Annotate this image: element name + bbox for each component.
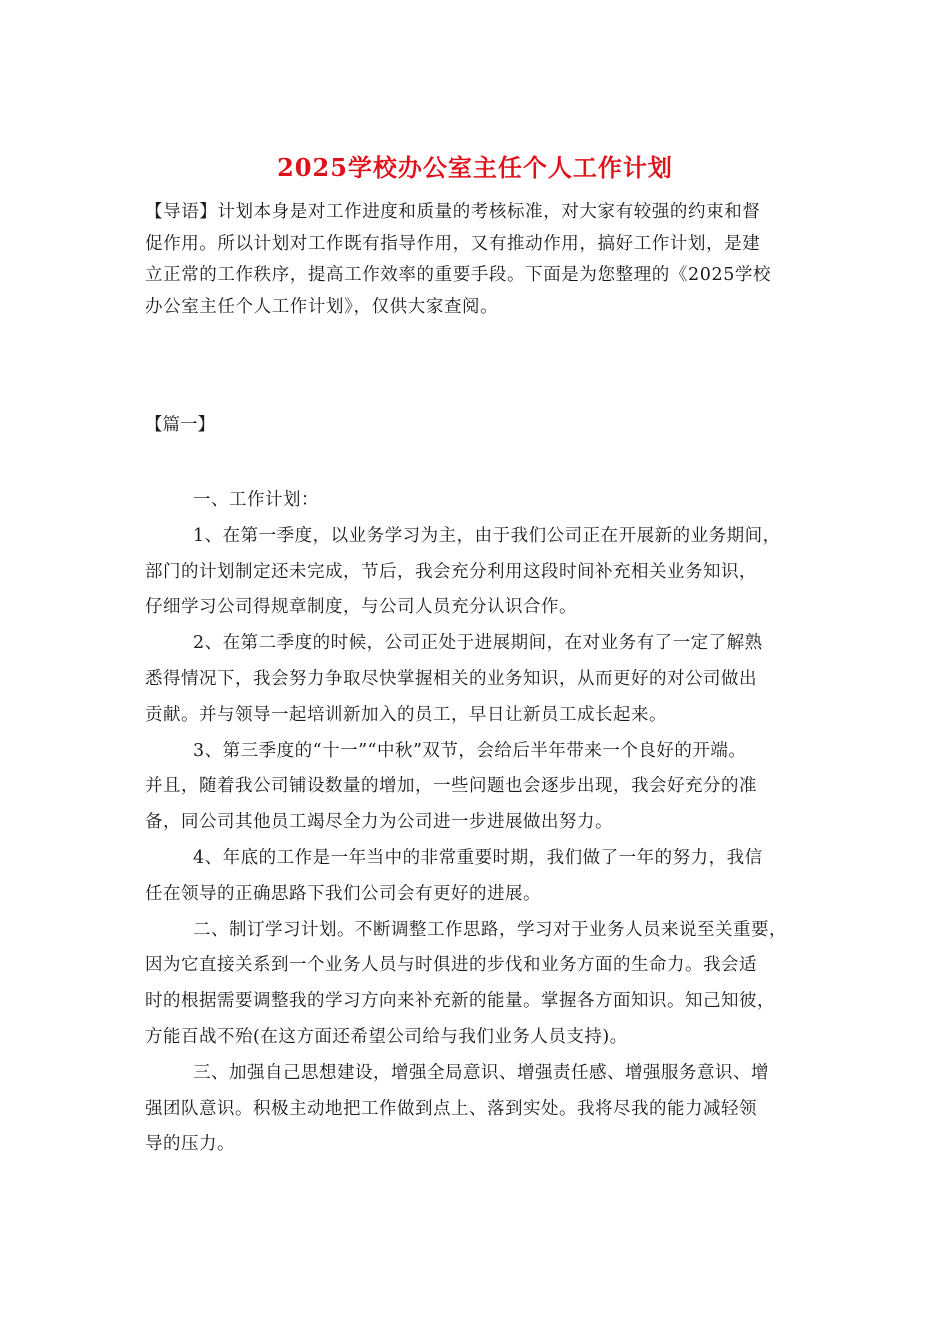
body-line: 导的压力。 <box>145 1134 235 1155</box>
intro-paragraph <box>145 197 810 323</box>
body-line: 1、在第一季度，以业务学习为主，由于我们公司正在开展新的业务期间， <box>193 525 781 546</box>
body-line: 3、第三季度的“十一”“中秋”双节，会给后半年带来一个良好的开端。 <box>193 740 747 761</box>
body-line: 时的根据需要调整我的学习方向来补充新的能量。掌握各方面知识。知己知彼， <box>145 991 775 1012</box>
body-line: 方能百战不殆(在这方面还希望公司给与我们业务人员支持)。 <box>145 1026 628 1047</box>
body-line: 4、年底的工作是一年当中的非常重要时期，我们做了一年的努力，我信 <box>193 847 763 868</box>
intro-line: 办公室主任个人工作计划》，仅供大家查阅。 <box>145 296 499 317</box>
body-line: 三、加强自己思想建设，增强全局意识、增强责任感、增强服务意识、增 <box>193 1062 769 1083</box>
body-paragraph <box>145 913 817 1056</box>
body-paragraph <box>145 734 817 841</box>
intro-line: 立正常的工作秩序，提高工作效率的重要手段。下面是为您整理的《2025学校 <box>145 265 772 285</box>
body-line: 任在领导的正确思路下我们公司会有更好的进展。 <box>145 883 541 904</box>
intro-line: 促作用。所以计划对工作既有指导作用，又有推动作用，搞好工作计划，是建 <box>145 233 761 254</box>
body-line: 因为它直接关系到一个业务人员与时俱进的步伐和业务方面的生命力。我会适 <box>145 955 757 976</box>
section-label: 【篇一】 <box>145 415 215 435</box>
body-paragraph <box>145 483 817 519</box>
body-line: 强团队意识。积极主动地把工作做到点上、落到实处。我将尽我的能力减轻领 <box>145 1098 757 1119</box>
body-line: 2、在第二季度的时候，公司正处于进展期间，在对业务有了一定了解熟 <box>193 633 763 654</box>
document-body <box>145 483 817 1163</box>
body-paragraph <box>145 1056 817 1163</box>
body-line: 并且，随着我公司铺设数量的增加，一些问题也会逐步出现，我会好充分的准 <box>145 776 757 797</box>
body-line: 部门的计划制定还未完成，节后，我会充分利用这段时间补充相关业务知识， <box>145 561 757 582</box>
body-paragraph <box>145 626 817 733</box>
body-paragraph <box>145 519 817 626</box>
body-paragraph <box>145 841 817 913</box>
body-line: 悉得情况下，我会努力争取尽快掌握相关的业务知识，从而更好的对公司做出 <box>145 668 757 689</box>
intro-line: 【导语】计划本身是对工作进度和质量的考核标准，对大家有较强的约束和督 <box>145 202 761 222</box>
body-line: 一、工作计划： <box>193 490 319 510</box>
body-line: 二、制订学习计划。不断调整工作思路，学习对于业务人员来说至关重要， <box>193 919 787 940</box>
document-title: 2025学校办公室主任个人工作计划 <box>277 153 673 182</box>
body-line: 贡献。并与领导一起培训新加入的员工，早日让新员工成长起来。 <box>145 704 667 725</box>
body-line: 仔细学习公司得规章制度，与公司人员充分认识合作。 <box>145 597 577 618</box>
body-line: 备，同公司其他员工竭尽全力为公司进一步进展做出努力。 <box>145 812 613 833</box>
